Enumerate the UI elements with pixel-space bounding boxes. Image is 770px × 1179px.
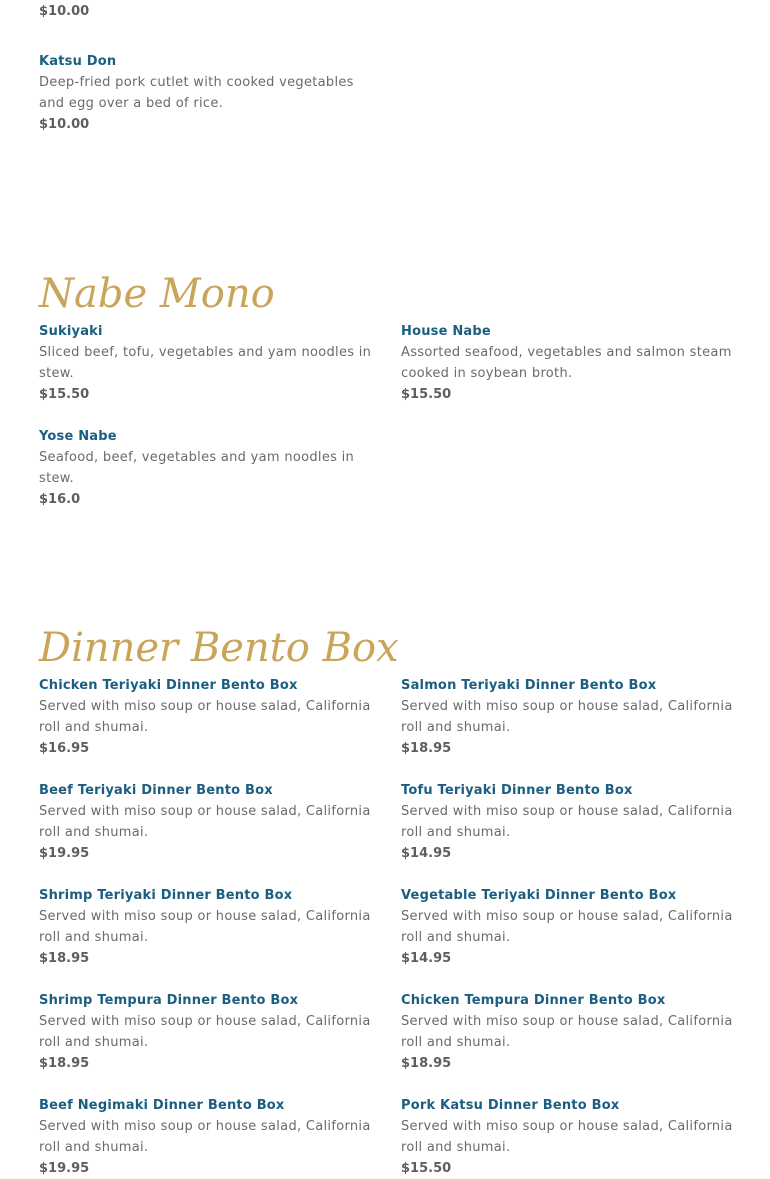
menu-item-katsu-don: [39, 53, 374, 135]
item-name: Tofu Teriyaki Dinner Bento Box: [401, 783, 633, 798]
item-name: Shrimp Tempura Dinner Bento Box: [39, 993, 299, 1008]
menu-item-house-nabe: [401, 323, 736, 405]
item-name: Katsu Don: [39, 54, 117, 69]
menu-item-chicken-tempura-bento: [401, 992, 736, 1074]
item-price: $18.95: [401, 741, 452, 756]
item-price: $19.95: [39, 846, 90, 861]
item-description: Served with miso soup or house salad, California roll and shumai.: [401, 909, 733, 945]
menu-item-beef-negimaki-bento: [39, 1097, 374, 1179]
item-price: $15.50: [39, 387, 90, 402]
item-description: Served with miso soup or house salad, California roll and shumai.: [39, 804, 371, 840]
item-description: Served with miso soup or house salad, California roll and shumai.: [39, 699, 371, 735]
item-description: Served with miso soup or house salad, California roll and shumai.: [39, 1014, 371, 1050]
item-price: $15.50: [401, 387, 452, 402]
item-name: Shrimp Teriyaki Dinner Bento Box: [39, 888, 293, 903]
menu-item-pork-katsu-bento: [401, 1097, 736, 1179]
item-name: Salmon Teriyaki Dinner Bento Box: [401, 678, 657, 693]
item-name: Yose Nabe: [39, 429, 117, 444]
item-price: $16.0: [39, 492, 81, 507]
item-price: $18.95: [39, 951, 90, 966]
item-price: $14.95: [401, 846, 452, 861]
menu-item-salmon-teriyaki-bento: [401, 677, 736, 759]
menu-item-yose-nabe: [39, 428, 374, 510]
item-name: Beef Negimaki Dinner Bento Box: [39, 1098, 285, 1113]
item-price: $16.95: [39, 741, 90, 756]
item-description: Assorted seafood, vegetables and salmon steam cooked in soybean broth.: [401, 345, 732, 381]
menu-item-shrimp-teriyaki-bento: [39, 887, 374, 969]
item-description: Served with miso soup or house salad, California roll and shumai.: [401, 699, 733, 735]
item-description: Served with miso soup or house salad, California roll and shumai.: [39, 909, 371, 945]
item-name: House Nabe: [401, 324, 491, 339]
menu-item-beef-teriyaki-bento: [39, 782, 374, 864]
menu-item-tofu-teriyaki-bento: [401, 782, 736, 864]
item-description: Seafood, beef, vegetables and yam noodles in stew.: [39, 450, 355, 486]
item-description: Served with miso soup or house salad, California roll and shumai.: [401, 1014, 733, 1050]
item-description: Served with miso soup or house salad, California roll and shumai.: [401, 804, 733, 840]
item-name: Vegetable Teriyaki Dinner Bento Box: [401, 888, 677, 903]
section-title-dinner-bento-box: Dinner Bento Box: [39, 625, 399, 671]
item-price: $14.95: [401, 951, 452, 966]
item-price: $19.95: [39, 1161, 90, 1176]
menu-item-chicken-teriyaki-bento: [39, 677, 374, 759]
item-name: Chicken Teriyaki Dinner Bento Box: [39, 678, 298, 693]
item-price: $18.95: [401, 1056, 452, 1071]
item-name: Sukiyaki: [39, 324, 103, 339]
item-price: $10.00: [39, 117, 90, 132]
item-price: $18.95: [39, 1056, 90, 1071]
menu-item-vegetable-teriyaki-bento: [401, 887, 736, 969]
item-name: Beef Teriyaki Dinner Bento Box: [39, 783, 273, 798]
item-name: Pork Katsu Dinner Bento Box: [401, 1098, 620, 1113]
menu-item-partial-left: [39, 0, 374, 22]
item-price: $10.00: [39, 4, 90, 19]
item-description: Sliced beef, tofu, vegetables and yam noodles in stew.: [39, 345, 372, 381]
item-description: Served with miso soup or house salad, California roll and shumai.: [401, 1119, 733, 1155]
item-description: Served with miso soup or house salad, California roll and shumai.: [39, 1119, 371, 1155]
item-description: Deep-fried pork cutlet with cooked vegetables and egg over a bed of rice.: [39, 75, 354, 111]
item-price: $15.50: [401, 1161, 452, 1176]
menu-item-sukiyaki: [39, 323, 374, 405]
item-name: Chicken Tempura Dinner Bento Box: [401, 993, 666, 1008]
section-title-nabe-mono: Nabe Mono: [39, 271, 275, 317]
menu-item-shrimp-tempura-bento: [39, 992, 374, 1074]
